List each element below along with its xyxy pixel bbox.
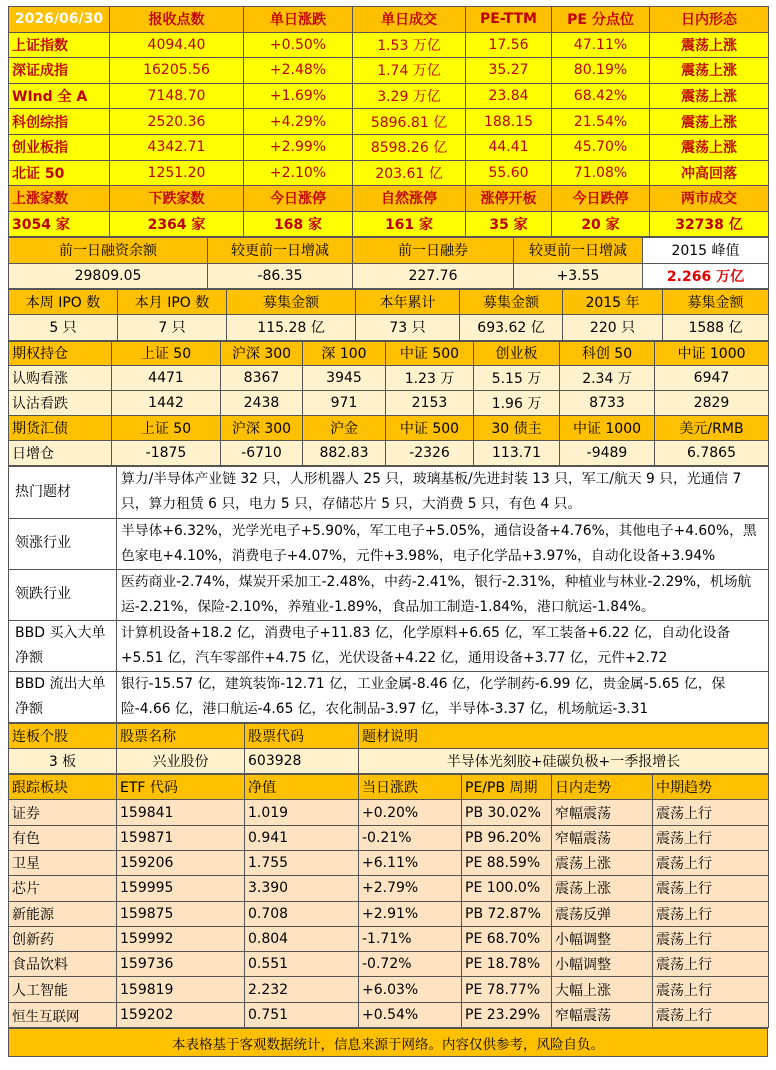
etf-cycle: PE 78.77% xyxy=(462,977,552,1002)
ipo-header: 募集金额 xyxy=(663,289,769,314)
theme-row xyxy=(9,569,769,620)
index-name: 北证 50 xyxy=(9,160,110,186)
index-change: +2.48% xyxy=(244,58,353,84)
etf-cycle: PB 30.02% xyxy=(462,800,552,825)
etf-change: -0.72% xyxy=(359,952,462,977)
futures-header: 沪深 300 xyxy=(221,415,303,440)
ipo-value: 693.62 亿 xyxy=(460,315,563,340)
etf-intraday: 震荡上涨 xyxy=(552,876,653,901)
options-value: 1.96 万 xyxy=(474,391,560,416)
breadth-header: 上涨家数 xyxy=(9,186,110,212)
index-name: 科创综指 xyxy=(9,109,110,135)
index-change: +0.50% xyxy=(244,32,353,58)
breadth-value: 2364 家 xyxy=(110,211,244,237)
theme-label: BBD 流出大单净额 xyxy=(9,671,117,722)
index-turnover: 203.61 亿 xyxy=(353,160,466,186)
etf-sector: 新能源 xyxy=(9,901,117,926)
options-label: 认沽看跌 xyxy=(9,391,112,416)
index-close: 2520.36 xyxy=(110,109,244,135)
index-turnover: 5896.81 亿 xyxy=(353,109,466,135)
options-header: 深 100 xyxy=(303,341,386,366)
index-pe: 35.27 xyxy=(466,58,552,84)
ipo-value: 5 只 xyxy=(9,315,118,340)
options-value: 2438 xyxy=(221,391,303,416)
table-row xyxy=(9,134,769,160)
etf-change: -1.71% xyxy=(359,926,462,951)
etf-intraday: 震荡反弹 xyxy=(552,901,653,926)
index-close: 4342.71 xyxy=(110,134,244,160)
breadth-value: 168 家 xyxy=(244,211,353,237)
theme-label: 领涨行业 xyxy=(9,518,117,569)
futures-header: 上证 50 xyxy=(112,415,221,440)
etf-trend: 震荡上行 xyxy=(653,926,769,951)
etf-cycle: PE 88.59% xyxy=(462,851,552,876)
options-value: 8733 xyxy=(560,391,655,416)
theme-text: 医药商业-2.74%，煤炭开采加工-2.48%，中药-2.41%，银行-2.31%，种植业与林业-2.29%，机场航运-2.21%，保险-2.10%，养殖业-1.89%，食品加工制造-1.84%，港口航运-1.84%。 xyxy=(117,569,769,620)
breadth-value: 35 家 xyxy=(466,211,552,237)
options-futures-table xyxy=(8,341,769,466)
etf-trend: 震荡上行 xyxy=(653,952,769,977)
etf-header: 净值 xyxy=(245,775,359,800)
ipo-value: 7 只 xyxy=(118,315,227,340)
table-row xyxy=(9,952,769,977)
index-pe: 23.84 xyxy=(466,83,552,109)
ipo-header-row xyxy=(9,289,769,314)
futures-header-row xyxy=(9,415,769,440)
margin-value: 29809.05 xyxy=(9,263,208,288)
margin-table xyxy=(8,237,769,289)
header-intraday: 日内形态 xyxy=(650,7,769,33)
table-row xyxy=(9,109,769,135)
index-name: 上证指数 xyxy=(9,32,110,58)
futures-value: -6710 xyxy=(221,440,303,465)
futures-value: -9489 xyxy=(560,440,655,465)
index-pe: 188.15 xyxy=(466,109,552,135)
index-intraday: 冲高回落 xyxy=(650,160,769,186)
theme-label: BBD 买入大单净额 xyxy=(9,620,117,671)
ipo-header: 募集金额 xyxy=(227,289,356,314)
options-header: 科创 50 xyxy=(560,341,655,366)
options-value: 1442 xyxy=(112,391,221,416)
etf-change: +0.54% xyxy=(359,1002,462,1027)
index-pe: 17.56 xyxy=(466,32,552,58)
options-header: 上证 50 xyxy=(112,341,221,366)
etf-nav: 1.019 xyxy=(245,800,359,825)
etf-header-row xyxy=(9,775,769,800)
theme-text: 半导体+6.32%，光学光电子+5.90%，军工电子+5.05%，通信设备+4.76%，其他电子+4.60%，黑色家电+4.10%，消费电子+4.07%，元件+3.98%，电子化学品+3.97%，自动化设备+3.94% xyxy=(117,518,769,569)
etf-cycle: PE 18.78% xyxy=(462,952,552,977)
index-pe-pct: 80.19% xyxy=(552,58,650,84)
index-turnover: 1.53 万亿 xyxy=(353,32,466,58)
ipo-value-row xyxy=(9,315,769,340)
limit-value: 3 板 xyxy=(9,748,117,773)
table-row xyxy=(9,366,769,391)
header-change: 单日涨跌 xyxy=(244,7,353,33)
table-row xyxy=(9,32,769,58)
index-pe-pct: 68.42% xyxy=(552,83,650,109)
index-pe-pct: 47.11% xyxy=(552,32,650,58)
header-close: 报收点数 xyxy=(110,7,244,33)
breadth-header: 涨停开板 xyxy=(466,186,552,212)
etf-header: PE/PB 周期 xyxy=(462,775,552,800)
limit-header: 股票名称 xyxy=(117,723,245,748)
options-value: 1.23 万 xyxy=(386,366,474,391)
options-header: 期权持仓 xyxy=(9,341,112,366)
margin-header: 前一日融资余额 xyxy=(9,238,208,263)
ipo-header: 2015 年 xyxy=(563,289,663,314)
ipo-header: 募集金额 xyxy=(460,289,563,314)
index-intraday: 震荡上涨 xyxy=(650,32,769,58)
etf-cycle: PE 68.70% xyxy=(462,926,552,951)
etf-change: +0.20% xyxy=(359,800,462,825)
options-header: 中证 1000 xyxy=(655,341,769,366)
options-value: 2829 xyxy=(655,391,769,416)
futures-label: 日增仓 xyxy=(9,440,112,465)
etf-code: 159871 xyxy=(117,825,245,850)
breadth-header: 下跌家数 xyxy=(110,186,244,212)
index-header-row xyxy=(9,7,769,33)
footer-table xyxy=(8,1028,768,1057)
etf-intraday: 小幅调整 xyxy=(552,926,653,951)
options-header: 创业板 xyxy=(474,341,560,366)
index-turnover: 8598.26 亿 xyxy=(353,134,466,160)
ipo-header: 本周 IPO 数 xyxy=(9,289,118,314)
index-pe-pct: 21.54% xyxy=(552,109,650,135)
index-name: 深证成指 xyxy=(9,58,110,84)
options-value: 4471 xyxy=(112,366,221,391)
themes-table xyxy=(8,466,769,723)
breadth-header: 自然涨停 xyxy=(353,186,466,212)
etf-header: ETF 代码 xyxy=(117,775,245,800)
etf-nav: 0.708 xyxy=(245,901,359,926)
etf-nav: 1.755 xyxy=(245,851,359,876)
etf-cycle: PE 23.29% xyxy=(462,1002,552,1027)
table-row xyxy=(9,391,769,416)
margin-value: -86.35 xyxy=(208,263,353,288)
index-intraday: 震荡上涨 xyxy=(650,83,769,109)
options-value: 2.34 万 xyxy=(560,366,655,391)
market-summary-sheet xyxy=(8,6,768,1057)
options-value: 3945 xyxy=(303,366,386,391)
index-table xyxy=(8,6,769,237)
margin-value: +3.55 xyxy=(514,263,643,288)
margin-value-row xyxy=(9,263,769,288)
table-row xyxy=(9,901,769,926)
etf-header: 跟踪板块 xyxy=(9,775,117,800)
index-close: 4094.40 xyxy=(110,32,244,58)
limit-value: 兴业股份 xyxy=(117,748,245,773)
etf-code: 159875 xyxy=(117,901,245,926)
margin-header: 较更前一日增减 xyxy=(208,238,353,263)
ipo-header: 本月 IPO 数 xyxy=(118,289,227,314)
options-header: 沪深 300 xyxy=(221,341,303,366)
etf-sector: 有色 xyxy=(9,825,117,850)
futures-value: 113.71 xyxy=(474,440,560,465)
options-value: 6947 xyxy=(655,366,769,391)
futures-header: 中证 500 xyxy=(386,415,474,440)
options-value: 971 xyxy=(303,391,386,416)
index-intraday: 震荡上涨 xyxy=(650,58,769,84)
table-row xyxy=(9,1002,769,1027)
limit-value: 603928 xyxy=(245,748,359,773)
disclaimer-text: 本表格基于客观数据统计，信息来源于网络。内容仅供参考，风险自负。 xyxy=(9,1029,768,1057)
etf-code: 159736 xyxy=(117,952,245,977)
options-header-row xyxy=(9,341,769,366)
etf-trend: 震荡上行 xyxy=(653,851,769,876)
header-pe-percentile: PE 分点位 xyxy=(552,7,650,33)
options-value: 5.15 万 xyxy=(474,366,560,391)
etf-intraday: 震荡上涨 xyxy=(552,851,653,876)
breadth-header: 两市成交 xyxy=(650,186,769,212)
index-pe-pct: 71.08% xyxy=(552,160,650,186)
etf-code: 159995 xyxy=(117,876,245,901)
etf-intraday: 窄幅震荡 xyxy=(552,1002,653,1027)
table-row xyxy=(9,58,769,84)
futures-header: 中证 1000 xyxy=(560,415,655,440)
margin-value: 227.76 xyxy=(353,263,514,288)
ipo-table xyxy=(8,289,769,341)
index-pe: 55.60 xyxy=(466,160,552,186)
etf-trend: 震荡上行 xyxy=(653,825,769,850)
index-name: WInd 全 A xyxy=(9,83,110,109)
margin-header: 2015 峰值 xyxy=(643,238,769,263)
etf-change: +6.03% xyxy=(359,977,462,1002)
options-label: 认购看涨 xyxy=(9,366,112,391)
futures-value: 6.7865 xyxy=(655,440,769,465)
etf-nav: 3.390 xyxy=(245,876,359,901)
theme-row xyxy=(9,518,769,569)
index-name: 创业板指 xyxy=(9,134,110,160)
index-close: 16205.56 xyxy=(110,58,244,84)
theme-label: 领跌行业 xyxy=(9,569,117,620)
etf-cycle: PE 100.0% xyxy=(462,876,552,901)
etf-change: -0.21% xyxy=(359,825,462,850)
ipo-value: 73 只 xyxy=(356,315,460,340)
etf-sector: 创新药 xyxy=(9,926,117,951)
ipo-value: 1588 亿 xyxy=(663,315,769,340)
etf-intraday: 大幅上涨 xyxy=(552,977,653,1002)
limit-value: 半导体光刻胶+硅碳负极+一季报增长 xyxy=(359,748,769,773)
breadth-value: 20 家 xyxy=(552,211,650,237)
theme-row xyxy=(9,620,769,671)
theme-label: 热门题材 xyxy=(9,466,117,518)
index-intraday: 震荡上涨 xyxy=(650,109,769,135)
ipo-header: 本年累计 xyxy=(356,289,460,314)
table-row xyxy=(9,926,769,951)
table-row xyxy=(9,800,769,825)
futures-value-row xyxy=(9,440,769,465)
etf-header: 中期趋势 xyxy=(653,775,769,800)
etf-code: 159206 xyxy=(117,851,245,876)
etf-change: +6.11% xyxy=(359,851,462,876)
etf-change: +2.79% xyxy=(359,876,462,901)
etf-sector: 芯片 xyxy=(9,876,117,901)
etf-sector: 卫星 xyxy=(9,851,117,876)
etf-header: 日内走势 xyxy=(552,775,653,800)
breadth-header: 今日跌停 xyxy=(552,186,650,212)
breadth-value: 161 家 xyxy=(353,211,466,237)
index-change: +2.99% xyxy=(244,134,353,160)
breadth-value: 3054 家 xyxy=(9,211,110,237)
etf-code: 159819 xyxy=(117,977,245,1002)
options-value: 8367 xyxy=(221,366,303,391)
futures-header: 期货汇债 xyxy=(9,415,112,440)
header-turnover: 单日成交 xyxy=(353,7,466,33)
theme-text: 计算机设备+18.2 亿，消费电子+11.83 亿，化学原料+6.65 亿，军工装备+6.22 亿，自动化设备+5.51 亿，汽车零部件+4.75 亿，光伏设备+4.22 亿，通用设备+3.77 亿，元件+2.72 xyxy=(117,620,769,671)
index-change: +1.69% xyxy=(244,83,353,109)
options-header: 中证 500 xyxy=(386,341,474,366)
theme-text: 银行-15.57 亿，建筑装饰-12.71 亿，工业金属-8.46 亿，化学制药-6.99 亿，贵金属-5.65 亿，保险-4.66 亿，港口航运-4.65 亿，农化制品-3.97 亿，半导体-3.37 亿，机场航运-3.31 xyxy=(117,671,769,722)
table-row xyxy=(9,851,769,876)
etf-nav: 0.751 xyxy=(245,1002,359,1027)
index-turnover: 3.29 万亿 xyxy=(353,83,466,109)
theme-row xyxy=(9,671,769,722)
futures-value: 882.83 xyxy=(303,440,386,465)
index-intraday: 震荡上涨 xyxy=(650,134,769,160)
limit-header: 连板个股 xyxy=(9,723,117,748)
table-row xyxy=(9,160,769,186)
etf-code: 159992 xyxy=(117,926,245,951)
ipo-value: 115.28 亿 xyxy=(227,315,356,340)
etf-code: 159841 xyxy=(117,800,245,825)
header-pe-ttm: PE-TTM xyxy=(466,7,552,33)
footer-row xyxy=(9,1029,768,1057)
etf-code: 159202 xyxy=(117,1002,245,1027)
etf-sector: 恒生互联网 xyxy=(9,1002,117,1027)
table-row xyxy=(9,977,769,1002)
index-pe-pct: 45.70% xyxy=(552,134,650,160)
date-cell: 2026/06/30 xyxy=(9,7,110,33)
margin-header: 较更前一日增减 xyxy=(514,238,643,263)
etf-table xyxy=(8,774,769,1028)
etf-trend: 震荡上行 xyxy=(653,977,769,1002)
breadth-header-row xyxy=(9,186,769,212)
etf-intraday: 窄幅震荡 xyxy=(552,825,653,850)
etf-intraday: 窄幅震荡 xyxy=(552,800,653,825)
etf-sector: 人工智能 xyxy=(9,977,117,1002)
futures-header: 美元/RMB xyxy=(655,415,769,440)
index-turnover: 1.74 万亿 xyxy=(353,58,466,84)
margin-header: 前一日融券 xyxy=(353,238,514,263)
options-value: 2153 xyxy=(386,391,474,416)
etf-trend: 震荡上行 xyxy=(653,1002,769,1027)
etf-nav: 0.551 xyxy=(245,952,359,977)
etf-nav: 0.941 xyxy=(245,825,359,850)
theme-text: 算力/半导体产业链 32 只，人形机器人 25 只，玻璃基板/先进封装 13 只，军工/航天 9 只，光通信 7 只，算力租赁 6 只，电力 5 只，存储芯片 5 只，大消费 5 只，有色 4 只。 xyxy=(117,466,769,518)
index-close: 7148.70 xyxy=(110,83,244,109)
margin-header-row xyxy=(9,238,769,263)
etf-change: +2.91% xyxy=(359,901,462,926)
etf-cycle: PB 72.87% xyxy=(462,901,552,926)
index-close: 1251.20 xyxy=(110,160,244,186)
margin-value: 2.266 万亿 xyxy=(643,263,769,288)
etf-nav: 0.804 xyxy=(245,926,359,951)
table-row xyxy=(9,876,769,901)
etf-trend: 震荡上行 xyxy=(653,876,769,901)
ipo-value: 220 只 xyxy=(563,315,663,340)
futures-header: 30 债主 xyxy=(474,415,560,440)
etf-nav: 2.232 xyxy=(245,977,359,1002)
index-change: +2.10% xyxy=(244,160,353,186)
index-pe: 44.41 xyxy=(466,134,552,160)
breadth-value-row xyxy=(9,211,769,237)
limit-value-row xyxy=(9,748,769,773)
futures-value: -1875 xyxy=(112,440,221,465)
etf-intraday: 小幅调整 xyxy=(552,952,653,977)
limit-board-table xyxy=(8,723,769,775)
etf-cycle: PB 96.20% xyxy=(462,825,552,850)
futures-value: -2326 xyxy=(386,440,474,465)
limit-header: 股票代码 xyxy=(245,723,359,748)
limit-header: 题材说明 xyxy=(359,723,769,748)
index-change: +4.29% xyxy=(244,109,353,135)
table-row xyxy=(9,825,769,850)
etf-trend: 震荡上行 xyxy=(653,800,769,825)
etf-header: 当日涨跌 xyxy=(359,775,462,800)
theme-row xyxy=(9,466,769,518)
etf-sector: 证券 xyxy=(9,800,117,825)
limit-header-row xyxy=(9,723,769,748)
etf-sector: 食品饮料 xyxy=(9,952,117,977)
breadth-value: 32738 亿 xyxy=(650,211,769,237)
futures-header: 沪金 xyxy=(303,415,386,440)
table-row xyxy=(9,83,769,109)
breadth-header: 今日涨停 xyxy=(244,186,353,212)
etf-trend: 震荡上行 xyxy=(653,901,769,926)
